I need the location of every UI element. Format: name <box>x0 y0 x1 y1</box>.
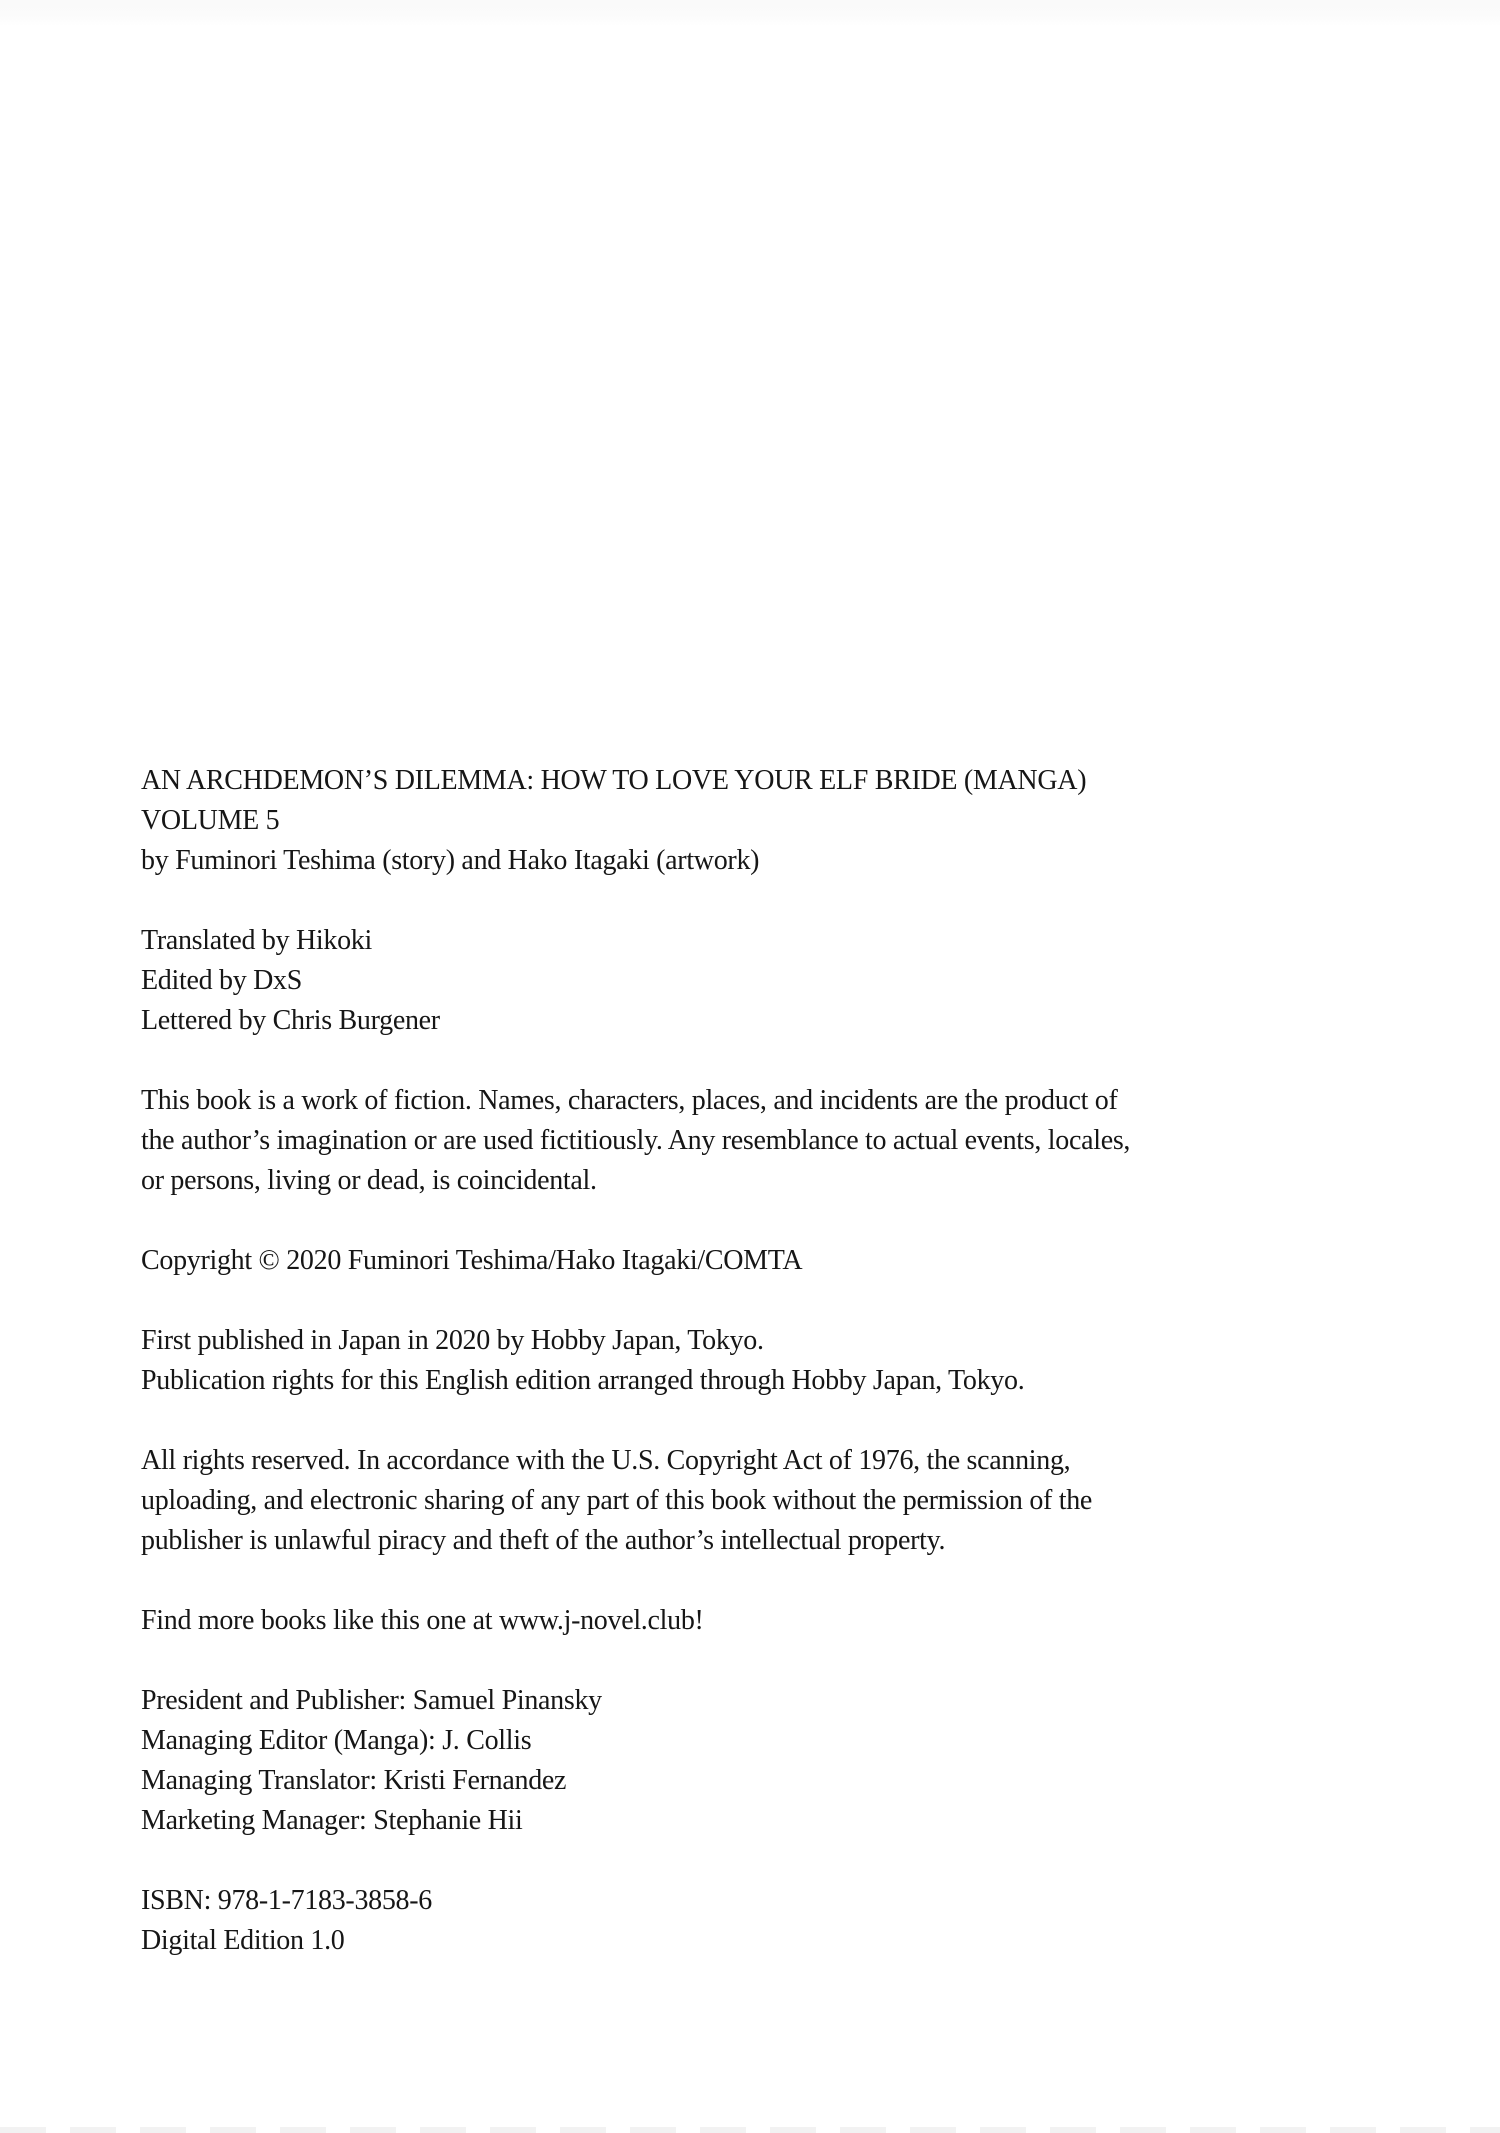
localization-credits-block <box>141 921 1371 1041</box>
fiction-disclaimer-line-2: the author’s imagination or are used fictitiously. Any resemblance to actual events, locales, <box>141 1125 1131 1156</box>
fiction-disclaimer-line-3: or persons, living or dead, is coincidental. <box>141 1165 597 1196</box>
book-title-block <box>141 761 1371 881</box>
find-more-books-line: Find more books like this one at www.j-novel.club! <box>141 1605 704 1636</box>
scan-artifact-top-edge <box>0 0 1500 26</box>
rights-reserved-line-1: All rights reserved. In accordance with the U.S. Copyright Act of 1976, the scanning, <box>141 1445 1071 1476</box>
publisher-staff-block <box>141 1681 1371 1841</box>
edition-info-block <box>141 1881 1371 1961</box>
president-publisher-credit: President and Publisher: Samuel Pinansky <box>141 1685 602 1716</box>
copyright-line: Copyright © 2020 Fuminori Teshima/Hako Itagaki/COMTA <box>141 1245 803 1276</box>
letterer-credit: Lettered by Chris Burgener <box>141 1005 440 1036</box>
first-published-line: First published in Japan in 2020 by Hobby Japan, Tokyo. <box>141 1325 764 1356</box>
find-more-books-notice <box>141 1601 1371 1641</box>
publication-rights-line: Publication rights for this English edition arranged through Hobby Japan, Tokyo. <box>141 1365 1025 1396</box>
fiction-disclaimer-line-1: This book is a work of fiction. Names, characters, places, and incidents are the product of <box>141 1085 1118 1116</box>
translator-credit: Translated by Hikoki <box>141 925 372 956</box>
managing-editor-credit: Managing Editor (Manga): J. Collis <box>141 1725 532 1756</box>
scan-artifact-bottom-edge <box>0 2127 1500 2133</box>
fiction-disclaimer-paragraph <box>141 1081 1371 1201</box>
managing-translator-credit: Managing Translator: Kristi Fernandez <box>141 1765 567 1796</box>
publication-history-block <box>141 1321 1371 1401</box>
copyright-notice <box>141 1241 1371 1281</box>
rights-reserved-paragraph <box>141 1441 1371 1561</box>
rights-reserved-line-2: uploading, and electronic sharing of any part of this book without the permission of the <box>141 1485 1093 1516</box>
book-title-line: AN ARCHDEMON’S DILEMMA: HOW TO LOVE YOUR ELF BRIDE (MANGA) <box>141 765 1087 796</box>
book-volume-line: VOLUME 5 <box>141 805 280 836</box>
rights-reserved-line-3: publisher is unlawful piracy and theft of the author’s intellectual property. <box>141 1525 946 1556</box>
marketing-manager-credit: Marketing Manager: Stephanie Hii <box>141 1805 523 1836</box>
isbn-line: ISBN: 978-1-7183-3858-6 <box>141 1885 432 1916</box>
digital-edition-line: Digital Edition 1.0 <box>141 1925 345 1956</box>
book-author-line: by Fuminori Teshima (story) and Hako Itagaki (artwork) <box>141 845 760 876</box>
colophon-text-block <box>141 761 1371 1961</box>
editor-credit: Edited by DxS <box>141 965 302 996</box>
